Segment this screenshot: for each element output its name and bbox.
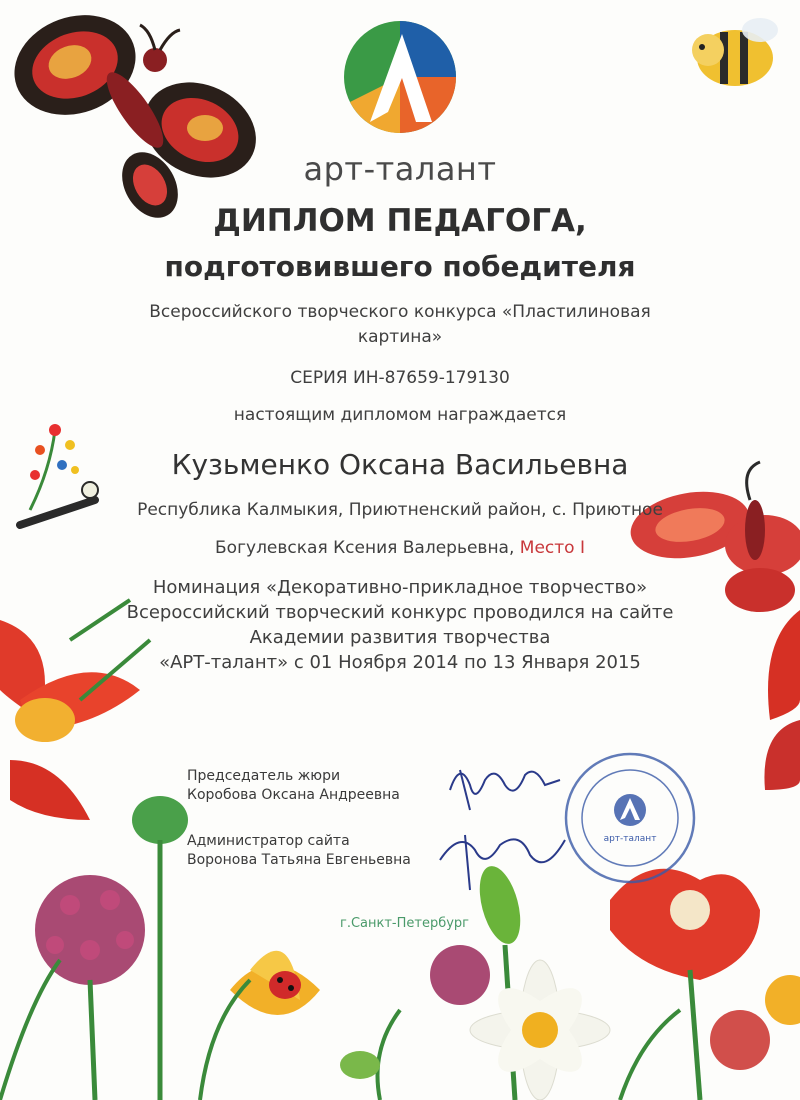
jury-chair-title: Председатель жюри (187, 768, 341, 784)
nomination-line-2: Всероссийский творческий конкурс проводился на сайте (126, 602, 674, 623)
site-admin-name: Воронова Татьяна Евгеньевна (187, 852, 411, 868)
student-line (0, 538, 800, 558)
student-name: Богулевская Ксения Валерьевна, (215, 538, 515, 558)
recipient-name: Кузьменко Оксана Васильевна (171, 448, 629, 481)
site-admin-title: Администратор сайта (187, 833, 350, 849)
butterfly-icon (0, 0, 271, 228)
stamp-center-text: арт-талант (603, 834, 657, 844)
issue-city: г.Санкт-Петербург (340, 916, 470, 931)
series-number: СЕРИЯ ИН-87659-179130 (290, 368, 510, 388)
official-stamp (560, 748, 700, 888)
awarded-text: настоящим дипломом награждается (233, 405, 567, 425)
recipient-region: Республика Калмыкия, Приютненский район, с. Приютное (137, 500, 663, 520)
art-talant-logo-icon (330, 12, 470, 142)
diploma-title: ДИПЛОМ ПЕДАГОГА, (213, 203, 587, 239)
contest-name-line-1: Всероссийского творческого конкурса «Пластилиновая (149, 302, 651, 322)
bee-icon (692, 18, 778, 86)
nomination-line-1: Номинация «Декоративно-прикладное творчество» (152, 577, 648, 598)
contest-name-line-2: картина» (357, 327, 443, 347)
nomination-line-4: «АРТ-талант» с 01 Ноября 2014 по 13 Января 2015 (159, 652, 641, 673)
diploma-subtitle: подготовившего победителя (164, 250, 636, 283)
place-badge: Место I (519, 538, 585, 558)
nomination-line-3: Академии развития творчества (249, 627, 551, 648)
logo-wordmark: арт-талант (303, 150, 497, 188)
jury-chair-name: Коробова Оксана Андреевна (187, 787, 400, 803)
